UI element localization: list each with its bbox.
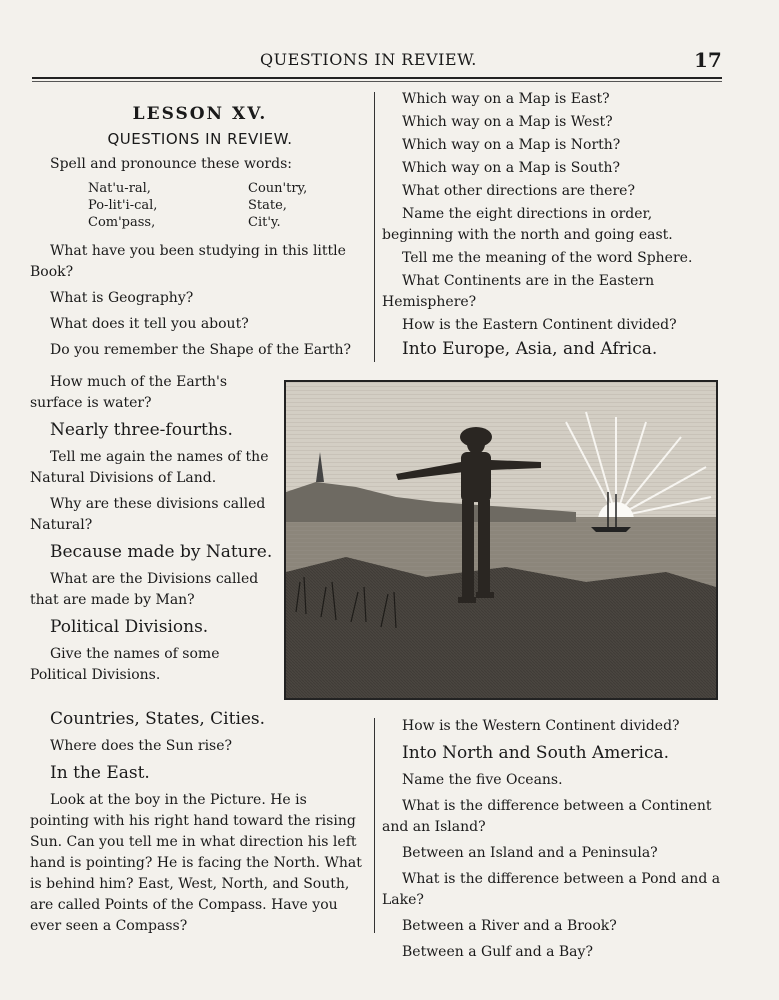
left-column-middle [30,372,278,691]
question-text: Look at the boy in the Picture. He is pointing with his right hand toward the rising Sun. Can you tell me in what direction his left hand is pointing? He is facing the North. What is behind him? East, West, North, and South, are called Points of the Compass. Have you ever seen a Compass? [30,792,362,934]
answer-text: Political Divisions. [50,617,209,637]
question-list [382,716,722,963]
header-rule [32,77,722,79]
answer-text: Into Europe, Asia, and Africa. [402,339,658,359]
question-text: How much of the Earth's surface is water? [30,374,228,411]
header-rule-thin [32,81,722,82]
left-column-top [30,98,370,366]
question-text: Name the five Oceans. [402,772,563,788]
question-text: Which way on a Map is East? [402,91,610,107]
question-text: Where does the Sun rise? [50,738,233,754]
question-text: What are the Divisions called that are made by Man? [30,571,259,608]
question-text: What is the difference between a Pond and a Lake? [382,871,721,908]
question-text: Tell me again the names of the Natural Divisions of Land. [30,449,269,486]
question-text: How is the Western Continent divided? [402,718,680,734]
word: Cit'y. [248,215,281,230]
question-text: Name the eight directions in order, beginning with the north and going east. [382,206,673,243]
question-text: What Continents are in the Eastern Hemisphere? [382,273,655,310]
question-list [30,241,370,361]
question-text: What is the difference between a Continent and an Island? [382,798,712,835]
column-divider-bottom [374,718,375,933]
question-list [30,372,278,686]
left-column-bottom [30,708,370,942]
boy-pointing-illustration [284,380,718,700]
question-text: Which way on a Map is South? [402,160,620,176]
question-text: What other directions are there? [402,183,635,199]
question-list [30,708,370,937]
question-text: Between a Gulf and a Bay? [402,944,593,960]
question-text: How is the Eastern Continent divided? [402,317,677,333]
answer-text: Nearly three-fourths. [50,420,233,440]
right-column-top [382,89,722,366]
answer-text: Into North and South America. [402,743,670,763]
engraving-image [286,382,716,698]
right-column-bottom [382,716,722,968]
question-text: Which way on a Map is West? [402,114,613,130]
spelling-words [88,180,370,231]
question-text: What have you been studying in this little Book? [30,243,346,280]
question-text: Do you remember the Shape of the Earth? [50,342,351,358]
column-divider-top [374,92,375,362]
question-text: Which way on a Map is North? [402,137,621,153]
question-text: Tell me the meaning of the word Sphere. [402,250,693,266]
question-text: Give the names of some Political Divisions. [30,646,220,683]
question-text: Between a River and a Brook? [402,918,617,934]
question-text: Why are these divisions called Natural? [30,496,266,533]
answer-text: Because made by Nature. [50,542,273,562]
lesson-title: LESSON XV. [132,104,268,124]
spelling-instruction: Spell and pronounce these words: [50,156,292,172]
word: State, [248,198,287,213]
question-text: What does it tell you about? [50,316,249,332]
page-number: 17 [694,48,722,72]
question-text: Between an Island and a Peninsula? [402,845,658,861]
answer-text: Countries, States, Cities. [50,709,266,729]
word: Coun'try, [248,181,308,196]
running-header: QUESTIONS IN REVIEW. [260,50,477,69]
word: Po-lit'i-cal, [88,198,158,213]
answer-text: In the East. [50,763,150,783]
word: Com'pass, [88,215,156,230]
word: Nat'u-ral, [88,181,151,196]
question-text: What is Geography? [50,290,194,306]
lesson-subtitle: QUESTIONS IN REVIEW. [107,130,293,148]
question-list [382,89,722,361]
